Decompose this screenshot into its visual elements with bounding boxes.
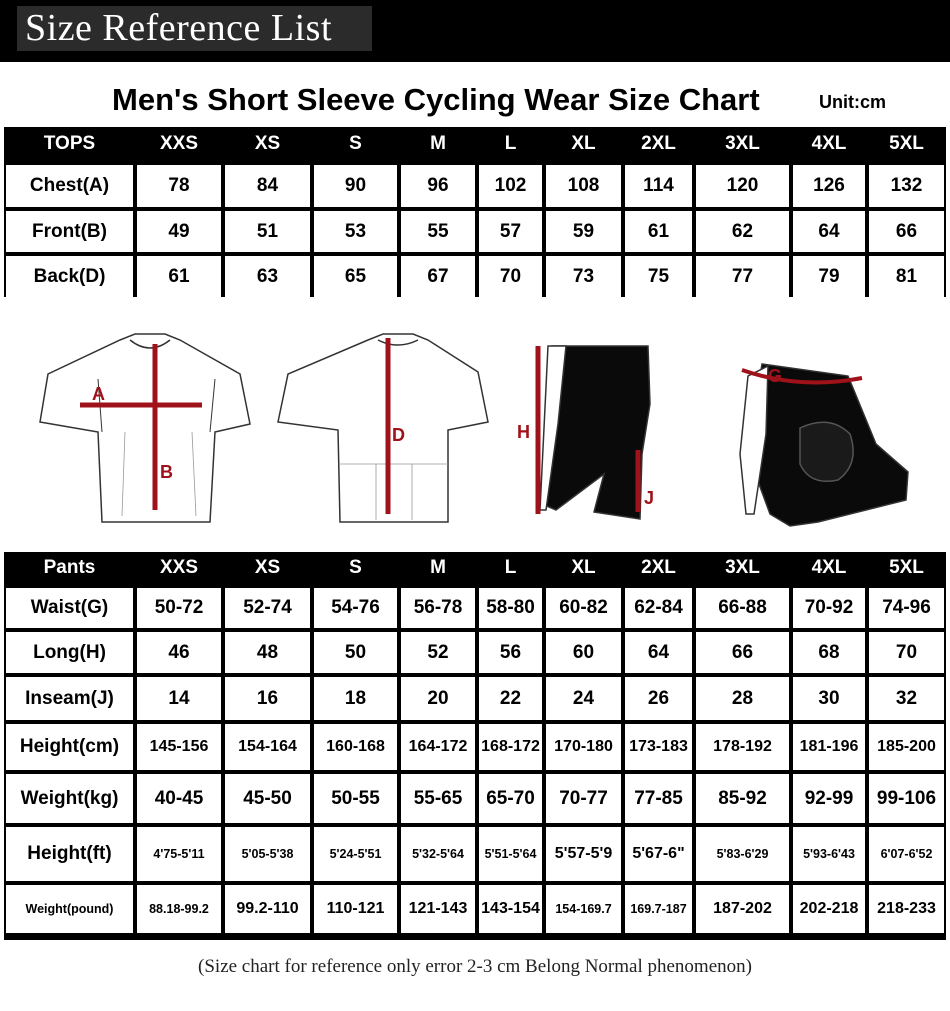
pants-cell: 50: [314, 632, 397, 673]
tops-header-size: XXS: [135, 127, 223, 161]
pants-cell: 77-85: [625, 774, 692, 823]
measurement-illustration: [10, 304, 940, 548]
pants-row-label: Waist(G): [6, 588, 133, 628]
tops-row-label: Chest(A): [6, 165, 133, 207]
pants-cell: 70-92: [793, 588, 865, 628]
pants-cell: 154-164: [225, 724, 310, 770]
pants-cell: 5'93-6'43: [793, 827, 865, 881]
tops-table: [4, 127, 946, 297]
pants-cell: 5'57-5'9: [546, 827, 621, 881]
pants-cell: 187-202: [696, 885, 789, 933]
tops-header-size: 5XL: [867, 127, 946, 161]
marker-a: A: [92, 384, 105, 404]
tops-cell: 73: [546, 256, 621, 297]
pants-cell: 66: [696, 632, 789, 673]
pants-cell: 52: [401, 632, 475, 673]
tops-cell: 49: [137, 211, 221, 252]
pants-cell: 169.7-187: [625, 885, 692, 933]
pants-header-size: 5XL: [867, 552, 946, 584]
pants-cell: 5'32-5'64: [401, 827, 475, 881]
tops-header-size: L: [477, 127, 544, 161]
tops-header-label: TOPS: [4, 127, 135, 161]
pants-cell: 4'75-5'11: [137, 827, 221, 881]
tops-cell: 132: [869, 165, 944, 207]
pants-cell: 168-172: [479, 724, 542, 770]
tops-cell: 63: [225, 256, 310, 297]
tops-cell: 79: [793, 256, 865, 297]
jersey-back-figure: [278, 334, 488, 522]
pants-cell: 154-169.7: [546, 885, 621, 933]
tops-cell: 51: [225, 211, 310, 252]
pants-row-label: Weight(kg): [6, 774, 133, 823]
pants-cell: 88.18-99.2: [137, 885, 221, 933]
pants-header-size: 2XL: [623, 552, 694, 584]
pants-cell: 185-200: [869, 724, 944, 770]
tops-cell: 66: [869, 211, 944, 252]
pants-header-label: Pants: [4, 552, 135, 584]
tops-cell: 114: [625, 165, 692, 207]
pants-cell: 68: [793, 632, 865, 673]
pants-cell: 5'67-6": [625, 827, 692, 881]
pants-cell: 160-168: [314, 724, 397, 770]
tops-header-size: XL: [544, 127, 623, 161]
pants-cell: 6'07-6'52: [869, 827, 944, 881]
pants-cell: 5'83-6'29: [696, 827, 789, 881]
footer-note: (Size chart for reference only error 2-3 cm Belong Normal phenomenon): [198, 956, 752, 977]
pants-cell: 62-84: [625, 588, 692, 628]
pants-cell: 181-196: [793, 724, 865, 770]
marker-b: B: [160, 462, 173, 482]
pants-cell: 54-76: [314, 588, 397, 628]
tops-row-label: Back(D): [6, 256, 133, 297]
tops-cell: 65: [314, 256, 397, 297]
pants-cell: 218-233: [869, 885, 944, 933]
unit-label: Unit:cm: [819, 92, 886, 112]
pants-cell: 52-74: [225, 588, 310, 628]
tops-cell: 120: [696, 165, 789, 207]
pants-cell: 26: [625, 677, 692, 720]
tops-header-size: XS: [223, 127, 312, 161]
tops-cell: 64: [793, 211, 865, 252]
tops-header-size: 2XL: [623, 127, 694, 161]
pants-cell: 20: [401, 677, 475, 720]
pants-header-size: XL: [544, 552, 623, 584]
pants-header-size: L: [477, 552, 544, 584]
tops-cell: 78: [137, 165, 221, 207]
pants-cell: 56-78: [401, 588, 475, 628]
pants-cell: 55-65: [401, 774, 475, 823]
tops-cell: 84: [225, 165, 310, 207]
pants-cell: 143-154: [479, 885, 542, 933]
pants-row-label: Height(cm): [6, 724, 133, 770]
tops-cell: 53: [314, 211, 397, 252]
pants-cell: 64: [625, 632, 692, 673]
tops-cell: 57: [479, 211, 542, 252]
pants-cell: 99-106: [869, 774, 944, 823]
pants-cell: 164-172: [401, 724, 475, 770]
tops-cell: 81: [869, 256, 944, 297]
garment-diagrams: [10, 304, 940, 548]
pants-cell: 60-82: [546, 588, 621, 628]
pants-row-label: Weight(pound): [6, 885, 133, 933]
tops-row-label: Front(B): [6, 211, 133, 252]
pants-header-size: XS: [223, 552, 312, 584]
pants-cell: 5'24-5'51: [314, 827, 397, 881]
pants-cell: 50-72: [137, 588, 221, 628]
pants-cell: 14: [137, 677, 221, 720]
pants-header-size: 4XL: [791, 552, 867, 584]
pants-header-size: S: [312, 552, 399, 584]
pants-cell: 66-88: [696, 588, 789, 628]
pants-cell: 46: [137, 632, 221, 673]
pants-cell: 74-96: [869, 588, 944, 628]
pants-cell: 121-143: [401, 885, 475, 933]
pants-cell: 30: [793, 677, 865, 720]
tops-cell: 75: [625, 256, 692, 297]
pants-cell: 60: [546, 632, 621, 673]
pants-header-size: XXS: [135, 552, 223, 584]
pants-cell: 85-92: [696, 774, 789, 823]
pants-cell: 178-192: [696, 724, 789, 770]
tops-cell: 96: [401, 165, 475, 207]
tops-cell: 61: [625, 211, 692, 252]
tops-cell: 62: [696, 211, 789, 252]
marker-g: G: [768, 366, 783, 386]
tops-header-size: 3XL: [694, 127, 791, 161]
page-title: Men's Short Sleeve Cycling Wear Size Chart: [112, 82, 760, 117]
pants-cell: 5'05-5'38: [225, 827, 310, 881]
pants-row-label: Long(H): [6, 632, 133, 673]
pants-cell: 56: [479, 632, 542, 673]
pants-table: [4, 552, 946, 940]
pants-header-size: 3XL: [694, 552, 791, 584]
pants-cell: 92-99: [793, 774, 865, 823]
shorts-side-figure: [740, 364, 908, 526]
tops-cell: 61: [137, 256, 221, 297]
tops-cell: 70: [479, 256, 542, 297]
tops-cell: 102: [479, 165, 542, 207]
pants-cell: 110-121: [314, 885, 397, 933]
tops-header-size: 4XL: [791, 127, 867, 161]
pants-cell: 58-80: [479, 588, 542, 628]
pants-cell: 202-218: [793, 885, 865, 933]
pants-row-label: Height(ft): [6, 827, 133, 881]
pants-header-size: M: [399, 552, 477, 584]
banner-label: Size Reference List: [17, 6, 372, 51]
pants-cell: 5'51-5'64: [479, 827, 542, 881]
pants-cell: 45-50: [225, 774, 310, 823]
pants-cell: 99.2-110: [225, 885, 310, 933]
pants-cell: 22: [479, 677, 542, 720]
marker-j: J: [644, 488, 655, 508]
pants-row-label: Inseam(J): [6, 677, 133, 720]
tops-cell: 59: [546, 211, 621, 252]
tops-cell: 90: [314, 165, 397, 207]
pants-cell: 48: [225, 632, 310, 673]
tops-header-size: M: [399, 127, 477, 161]
pants-cell: 70: [869, 632, 944, 673]
marker-h: H: [517, 422, 530, 442]
tops-cell: 126: [793, 165, 865, 207]
marker-d: D: [392, 425, 405, 445]
pants-cell: 50-55: [314, 774, 397, 823]
pants-cell: 32: [869, 677, 944, 720]
pants-cell: 145-156: [137, 724, 221, 770]
pants-cell: 173-183: [625, 724, 692, 770]
pants-cell: 170-180: [546, 724, 621, 770]
pants-cell: 70-77: [546, 774, 621, 823]
shorts-front-figure: [540, 346, 650, 519]
banner: [0, 0, 950, 62]
tops-cell: 77: [696, 256, 789, 297]
tops-cell: 55: [401, 211, 475, 252]
pants-cell: 16: [225, 677, 310, 720]
pants-cell: 28: [696, 677, 789, 720]
jersey-front-figure: [40, 334, 250, 522]
tops-header-size: S: [312, 127, 399, 161]
pants-cell: 65-70: [479, 774, 542, 823]
pants-cell: 40-45: [137, 774, 221, 823]
pants-cell: 18: [314, 677, 397, 720]
pants-cell: 24: [546, 677, 621, 720]
tops-cell: 108: [546, 165, 621, 207]
tops-cell: 67: [401, 256, 475, 297]
